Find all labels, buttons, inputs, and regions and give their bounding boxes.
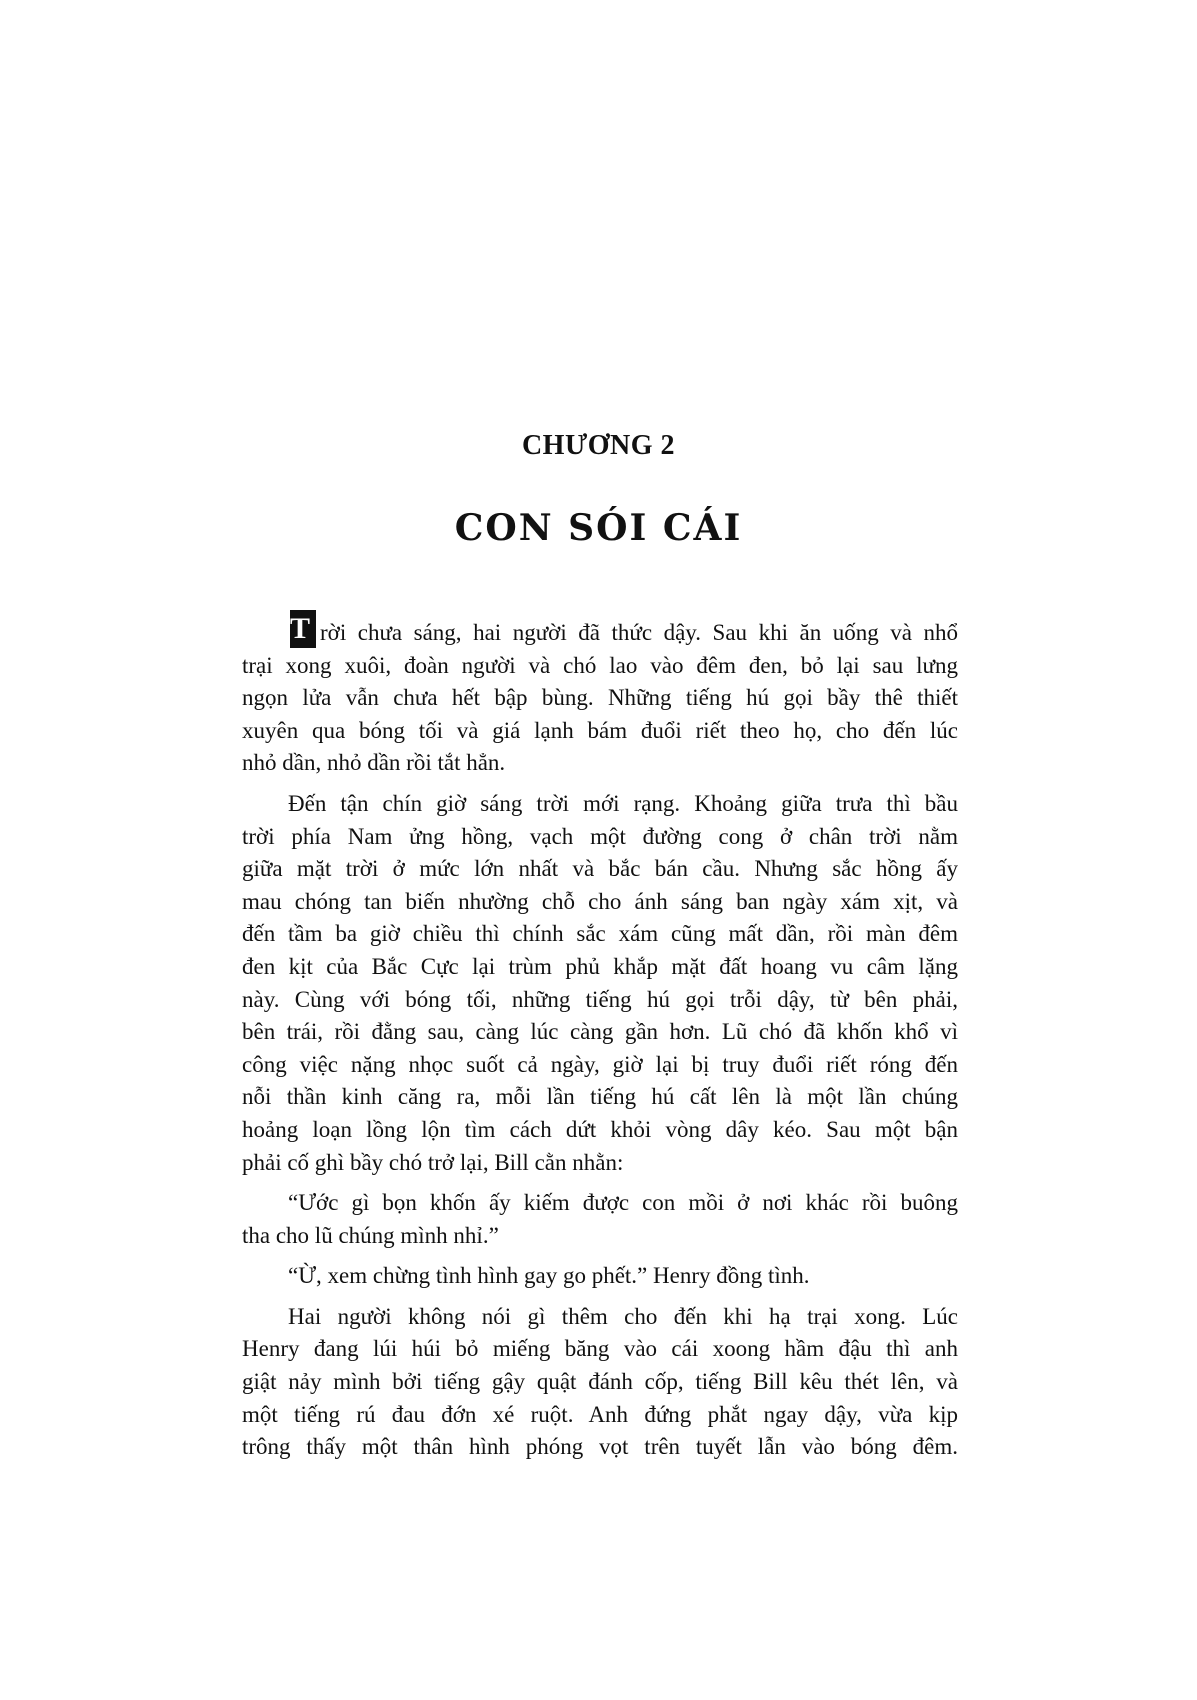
text-line: nhỏ dần, nhỏ dần rồi tắt hẳn.: [242, 750, 506, 776]
paragraph: [242, 1260, 958, 1293]
text-line: công việc nặng nhọc suốt cả ngày, giờ lại bị truy đuổi riết róng đến: [242, 1051, 958, 1077]
text-line: trại xong xuôi, đoàn người và chó lao vào đêm đen, bỏ lại sau lưng: [242, 652, 958, 678]
text-line: đến tầm ba giờ chiều thì chính sắc xám cũng mất dần, rồi màn đêm: [242, 921, 958, 947]
text-line: ngọn lửa vẫn chưa hết bập bùng. Những tiếng hú gọi bầy thê thiết: [242, 685, 958, 711]
text-line: bên trái, rồi đằng sau, càng lúc càng gần hơn. Lũ chó đã khốn khổ vì: [242, 1019, 958, 1045]
chapter-label: CHƯƠNG 2: [521, 430, 676, 461]
text-line: phải cố ghì bầy chó trở lại, Bill cằn nhằn:: [242, 1149, 624, 1175]
text-line: Hai người không nói gì thêm cho đến khi hạ trại xong. Lúc: [288, 1303, 958, 1329]
text-line: [242, 612, 958, 650]
text-line: Đến tận chín giờ sáng trời mới rạng. Khoảng giữa trưa thì bầu: [288, 790, 958, 816]
paragraph: [242, 612, 958, 780]
text-line: Henry đang lúi húi bỏ miếng băng vào cái xoong hầm đậu thì anh: [242, 1336, 958, 1362]
text-line: giữa mặt trời ở mức lớn nhất và bắc bán cầu. Nhưng sắc hồng ấy: [242, 856, 958, 882]
text-line: xuyên qua bóng tối và giá lạnh bám đuổi riết theo họ, cho đến lúc: [242, 717, 958, 743]
text-line: trời phía Nam ửng hồng, vạch một đường cong ở chân trời nằm: [242, 823, 958, 849]
text-line: “Ừ, xem chừng tình hình gay go phết.” Henry đồng tình.: [288, 1263, 810, 1289]
text-line-content: rời chưa sáng, hai người đã thức dậy. Sau khi ăn uống và nhổ: [320, 620, 958, 645]
text-line: một tiếng rú đau đớn xé ruột. Anh đứng phắt ngay dậy, vừa kịp: [242, 1401, 958, 1427]
paragraph: [242, 1301, 958, 1464]
text-line: trông thấy một thân hình phóng vọt trên tuyết lẫn vào bóng đêm.: [242, 1434, 958, 1460]
paragraph: [242, 1187, 958, 1252]
text-line: nỗi thần kinh căng ra, mỗi lần tiếng hú cất lên là một lần chúng: [242, 1084, 958, 1110]
paragraph: [242, 788, 958, 1179]
chapter-title: CON SÓI CÁI: [454, 507, 743, 549]
text-line: giật nảy mình bởi tiếng gậy quật đánh cốp, tiếng Bill kêu thét lên, và: [242, 1369, 958, 1395]
text-line: tha cho lũ chúng mình nhỉ.”: [242, 1222, 499, 1248]
text-line: “Ước gì bọn khốn ấy kiếm được con mồi ở nơi khác rồi buông: [288, 1190, 958, 1216]
text-line: này. Cùng với bóng tối, những tiếng hú gọi trỗi dậy, từ bên phải,: [242, 986, 958, 1012]
text-line: đen kịt của Bắc Cực lại trùm phủ khắp mặt đất hoang vu câm lặng: [242, 953, 958, 979]
body-text: [242, 612, 958, 1472]
drop-cap: T: [290, 610, 316, 648]
text-line: hoảng loạn lồng lộn tìm cách dứt khỏi vòng dây kéo. Sau một bận: [242, 1116, 958, 1142]
text-line: mau chóng tan biến nhường chỗ cho ánh sáng ban ngày xám xịt, và: [242, 888, 958, 914]
